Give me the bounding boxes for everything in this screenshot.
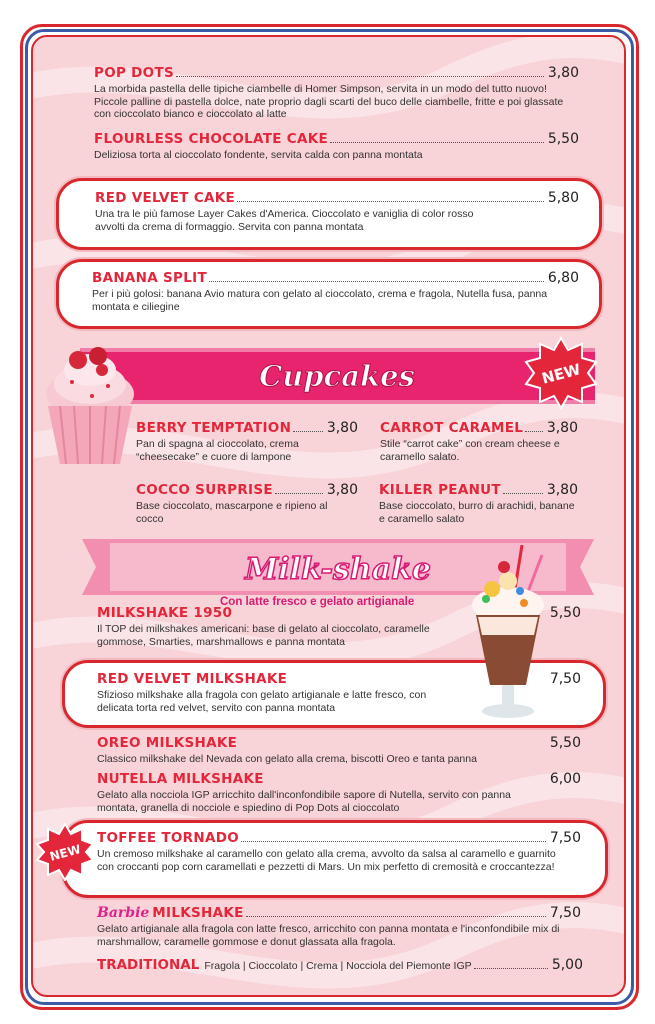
item-name: OREO MILKSHAKE xyxy=(97,735,238,751)
barbie-logo: Barbie xyxy=(97,905,150,921)
item-price: 7,50 xyxy=(549,905,581,921)
item-name: MILKSHAKE 1950 xyxy=(97,605,233,621)
item-description: Sfizioso milkshake alla fragola con gelato artigianale e latte fresco, con delicata torta red velvet, servito con panna montata xyxy=(97,689,427,714)
cupcake-item xyxy=(136,420,358,463)
item-name: COCCO SURPRISE xyxy=(136,482,273,498)
item-name: POP DOTS xyxy=(94,65,174,81)
cupcakes-heading: Cupcakes xyxy=(259,359,415,393)
cupcake-item xyxy=(379,482,578,525)
item-price: 3,80 xyxy=(547,65,579,81)
item-price: 5,50 xyxy=(547,131,579,147)
item-name: RED VELVET MILKSHAKE xyxy=(97,671,288,687)
menu-item xyxy=(94,131,579,162)
item-description: Stile “carrot cake” con cream cheese e caramello salato. xyxy=(380,438,560,463)
item-name: BANANA SPLIT xyxy=(92,270,207,286)
new-badge-label: NEW xyxy=(539,360,583,388)
item-description: Una tra le più famose Layer Cakes d'America. Cioccolato e vaniglia di color rosso avvolti da crema di formaggio. Servita con panna montata xyxy=(95,208,474,233)
item-name: KILLER PEANUT xyxy=(379,482,501,498)
item-price: 3,80 xyxy=(326,482,358,498)
cupcake-item xyxy=(380,420,578,463)
item-price: 3,80 xyxy=(546,420,578,436)
menu-item xyxy=(92,270,579,313)
new-badge-cupcakes xyxy=(524,336,598,410)
item-description: Gelato alla nocciola IGP arricchito dall'inconfondibile sapore di Nutella, servito con panna montata, granella di nocciole e spiedino di Pop Dots al cioccolato xyxy=(97,789,511,814)
item-name: RED VELVET CAKE xyxy=(95,190,236,206)
item-description: Il TOP dei milkshakes americani: base di gelato al cioccolato, caramelle gommose, Smarties, marshmallows e panna montata xyxy=(97,623,430,648)
item-price: 7,50 xyxy=(549,671,581,687)
item-description: Deliziosa torta al cioccolato fondente, servita calda con panna montata xyxy=(94,149,423,161)
item-price: 5,50 xyxy=(549,605,581,621)
item-name: FLOURLESS CHOCOLATE CAKE xyxy=(94,131,328,147)
milkshake-item xyxy=(97,771,581,814)
milkshake-item xyxy=(97,735,581,766)
item-name: TOFFEE TORNADO xyxy=(97,830,239,846)
item-name: NUTELLA MILKSHAKE xyxy=(97,771,264,787)
item-name: MILKSHAKE xyxy=(152,905,244,921)
milkshake-item xyxy=(97,905,581,948)
traditional-flavors: Fragola | Cioccolato | Crema | Nocciola del Piemonte IGP xyxy=(204,960,472,972)
cupcake-item xyxy=(136,482,358,525)
item-price: 3,80 xyxy=(546,482,578,498)
item-price: 5,00 xyxy=(551,957,583,973)
menu-item xyxy=(95,190,579,233)
item-name: BERRY TEMPTATION xyxy=(136,420,292,436)
item-description: Per i più golosi: banana Avio matura con gelato al cioccolato, crema e fragola, Nutella fusa, panna montata e ciliegine xyxy=(92,288,548,313)
menu-item xyxy=(94,65,579,121)
item-description: Un cremoso milkshake al caramello con gelato alla crema, avvolto da salsa al caramello e guarnito con croccanti pop corn caramellati e pezzetti di Mars. Un mix perfetto di cremosità e croccantezza! xyxy=(97,848,556,873)
new-badge-milkshake xyxy=(36,823,94,881)
item-description: Pan di spagna al cioccolato, crema “cheesecake” e cuore di lampone xyxy=(136,438,299,463)
item-name: TRADITIONAL xyxy=(97,957,200,973)
item-description: Base cioccolato, burro di arachidi, banane e caramello salato xyxy=(379,500,575,525)
item-price: 5,50 xyxy=(549,735,581,751)
item-description: Base cioccolato, mascarpone e ripieno al cocco xyxy=(136,500,328,525)
milkshake-item xyxy=(97,830,581,873)
item-price: 3,80 xyxy=(326,420,358,436)
item-description: Gelato artigianale alla fragola con latte fresco, arricchito con panna montata e l'inconfondibile mix di marshmallow, caramelle gommose e donut glassata alla fragola. xyxy=(97,923,560,948)
milkshake-item xyxy=(97,605,581,648)
new-badge-label: NEW xyxy=(48,842,83,864)
cupcake-illustration xyxy=(42,340,138,466)
milkshake-item xyxy=(97,671,581,714)
item-price: 7,50 xyxy=(549,830,581,846)
cupcakes-banner xyxy=(80,348,595,404)
milkshake-heading: Milk-shake xyxy=(244,552,432,587)
item-name: CARROT CARAMEL xyxy=(380,420,524,436)
item-description: Classico milkshake del Nevada con gelato alla crema, biscotti Oreo e tanta panna xyxy=(97,753,477,765)
item-price: 5,80 xyxy=(547,190,579,206)
item-description: La morbida pastella delle tipiche ciambelle di Homer Simpson, servita in un modo del tutto nuovo! Piccole palline di pastella dolce, nate proprio dagli scarti del buco delle ciambelle, fritte e poi glassate con cioccolato bianco e cioccolato al latte xyxy=(94,83,564,120)
item-price: 6,80 xyxy=(547,270,579,286)
milkshake-subtitle: Con latte fresco e gelato artigianale xyxy=(220,596,415,608)
item-price: 6,00 xyxy=(549,771,581,787)
traditional-milkshake xyxy=(97,957,583,973)
